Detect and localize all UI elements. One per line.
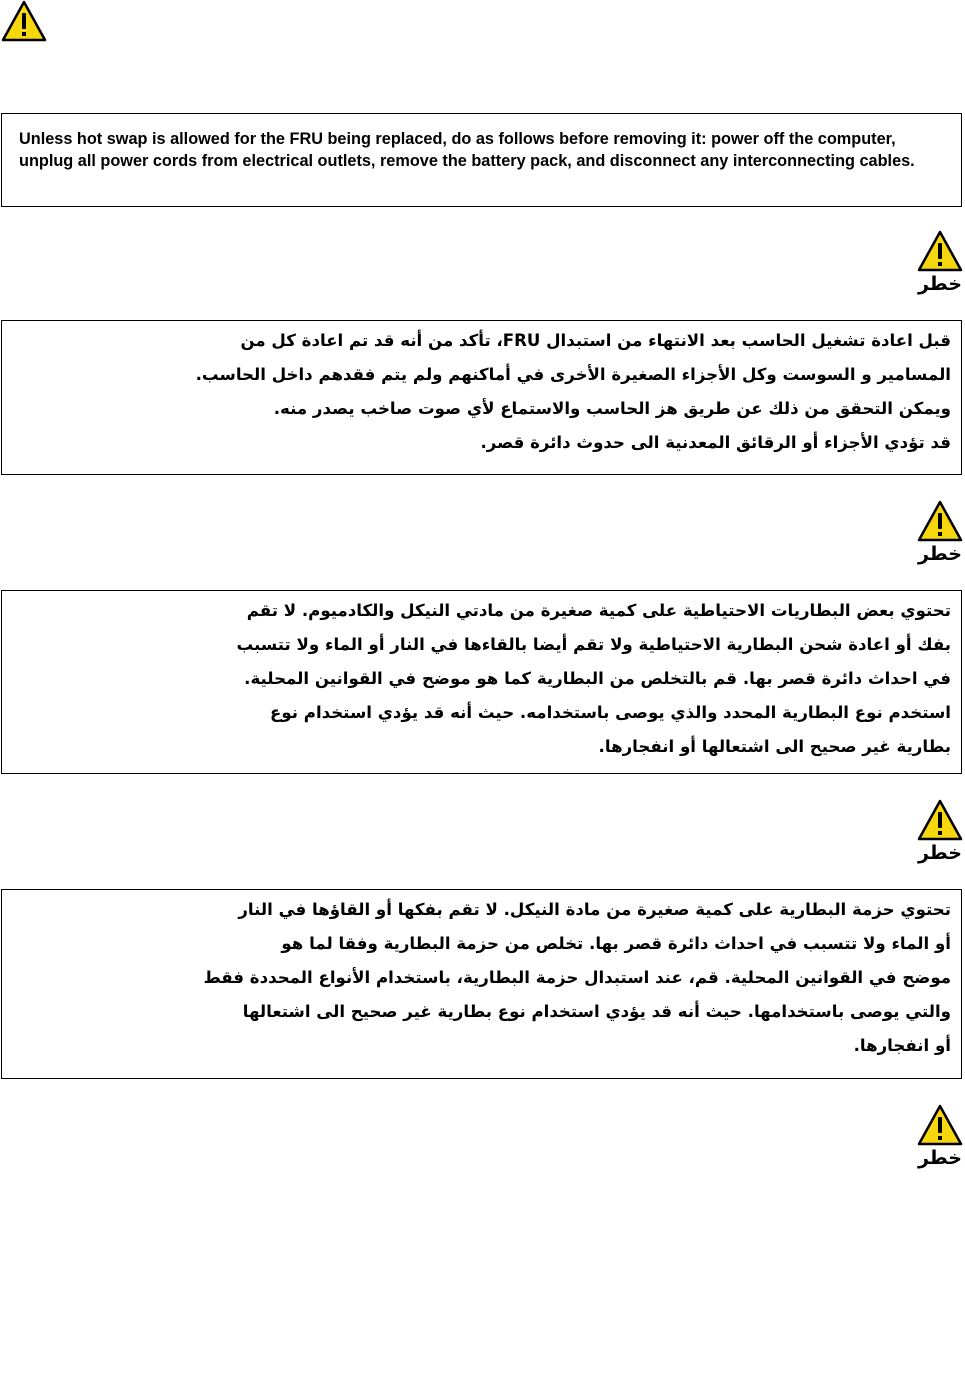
danger-label-3: خطر (917, 842, 962, 864)
warning-icon-top (1, 0, 47, 42)
caution-text: Unless hot swap is allowed for the FRU being replaced, do as follows before removing it: power off the computer, unplug all power cords from electrical outlets, remove the battery pack, and disconnect any interconnecting cables. (19, 130, 915, 170)
notice-line: موضح في القوانين المحلية. قم، عند استبدال حزمة البطارية، باستخدام الأنواع المحددة فقط (203, 968, 951, 987)
notice-line: تحتوي بعض البطاريات الاحتياطية على كمية صغيرة من مادتي النيكل والكادميوم. لا تقم (246, 601, 951, 620)
warning-icon-4 (917, 1104, 963, 1146)
danger-label-4: خطر (917, 1147, 962, 1169)
warning-icon-3 (917, 799, 963, 841)
warning-icon-1 (917, 230, 963, 272)
notice-line: المسامير و السوست وكل الأجزاء الصغيرة الأخرى في أماكنهم ولم يتم فقدهم داخل الحاسب. (195, 365, 951, 384)
danger-notice-box-2 (1, 590, 962, 774)
danger-notice-box-3 (1, 889, 962, 1079)
notice-line: والتي يوصى باستخدامها. حيث أنه قد يؤدي استخدام نوع بطارية غير صحيح الى اشتعالها (242, 1002, 951, 1021)
danger-label-2: خطر (917, 543, 962, 565)
notice-line: تحتوي حزمة البطارية على كمية صغيرة من مادة النيكل. لا تقم بفكها أو القاؤها في النار (238, 900, 951, 919)
warning-icon-2 (917, 500, 963, 542)
notice-line: قبل اعادة تشغيل الحاسب بعد الانتهاء من استبدال FRU، تأكد من أنه قد تم اعادة كل من (240, 331, 951, 350)
caution-box (1, 113, 962, 207)
notice-line: قد تؤدي الأجزاء أو الرقائق المعدنية الى حدوث دائرة قصر. (480, 433, 951, 452)
notice-line: في احداث دائرة قصر بها. قم بالتخلص من البطارية كما هو موضح في القوانين المحلية. (244, 669, 951, 688)
danger-notice-box-1 (1, 320, 962, 475)
notice-line: استخدم نوع البطارية المحدد والذي يوصى باستخدامه. حيث أنه قد يؤدي استخدام نوع (270, 703, 951, 722)
notice-line: أو الماء ولا تتسبب في احداث دائرة قصر بها. تخلص من حزمة البطارية وفقا لما هو (281, 934, 951, 953)
notice-line: بفك أو اعادة شحن البطارية الاحتياطية ولا تقم أيضا بالقاءها في النار أو الماء ولا تتسبب (236, 635, 951, 654)
notice-line: بطارية غير صحيح الى اشتعالها أو انفجارها. (598, 737, 951, 756)
notice-line: ويمكن التحقق من ذلك عن طريق هز الحاسب والاستماع لأي صوت صاخب يصدر منه. (273, 399, 951, 418)
notice-line: أو انفجارها. (853, 1036, 951, 1055)
danger-label-1: خطر (917, 273, 962, 295)
